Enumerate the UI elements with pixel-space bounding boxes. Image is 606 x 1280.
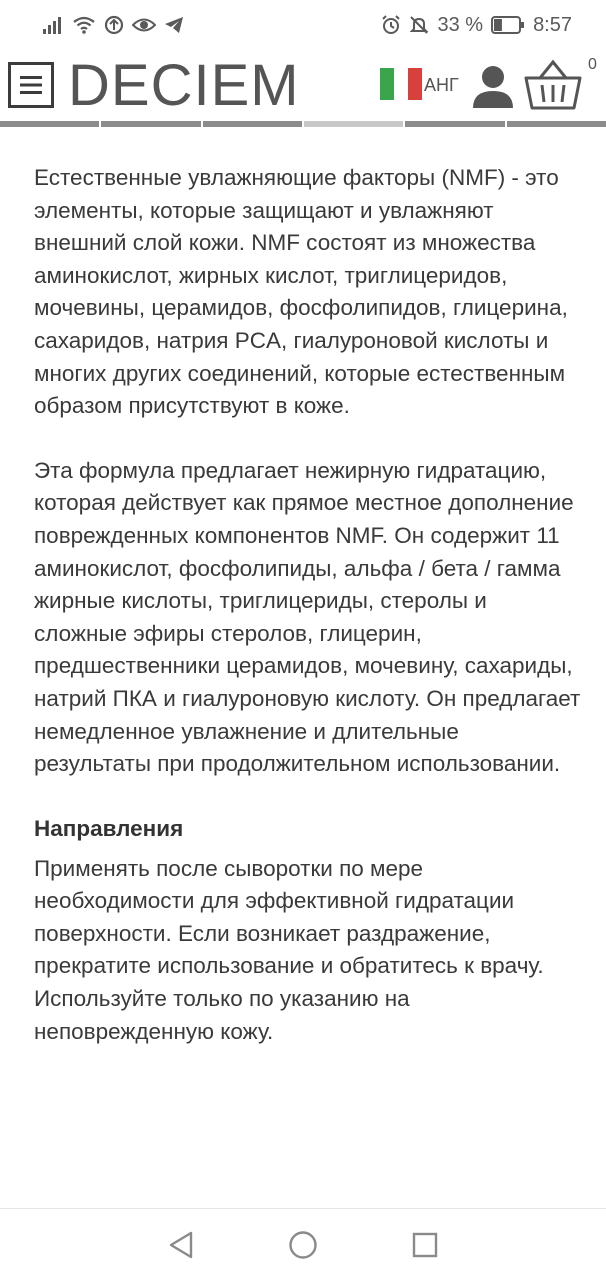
system-nav-bar bbox=[0, 1208, 606, 1280]
alarm-icon bbox=[381, 15, 401, 35]
telegram-icon bbox=[164, 16, 184, 34]
nav-segment[interactable] bbox=[405, 121, 506, 127]
recents-icon bbox=[411, 1231, 439, 1259]
nav-strip bbox=[0, 121, 606, 127]
user-icon bbox=[470, 64, 516, 108]
nav-segment[interactable] bbox=[507, 121, 606, 127]
status-left bbox=[42, 15, 184, 35]
mute-icon bbox=[409, 15, 429, 35]
account-button[interactable] bbox=[470, 64, 516, 108]
home-icon bbox=[288, 1230, 318, 1260]
recents-button[interactable] bbox=[405, 1225, 445, 1265]
nav-segment[interactable] bbox=[101, 121, 202, 127]
home-button[interactable] bbox=[283, 1225, 323, 1265]
brand-logo[interactable]: DECIEM bbox=[68, 53, 300, 118]
status-right bbox=[381, 14, 572, 37]
battery-icon bbox=[491, 16, 525, 34]
description-paragraph: Эта формула предлагает нежирную гидратацию, которая действует как прямое местное дополнение поврежденных компонентов NMF. Он содержит 11 аминокислот, фосфолипиды, альфа / бета / гамма жирные кислоты, триглицериды, стеролы и сложные эфиры стеролов, глицерин, предшественники церамидов, мочевину, сахариды, натрий ПКА и гиалуроновую кислоту. Он предлагает немедленное увлажнение и длительные результаты при продолжительном использовании. bbox=[34, 457, 581, 777]
eye-icon bbox=[132, 16, 156, 34]
menu-button[interactable] bbox=[8, 62, 54, 108]
wifi-icon bbox=[72, 16, 96, 34]
signal-icon bbox=[42, 16, 64, 34]
flag-stripe-green bbox=[380, 68, 394, 100]
basket-icon bbox=[522, 58, 584, 112]
product-description bbox=[34, 162, 582, 1080]
hamburger-icon bbox=[18, 73, 44, 97]
status-bar bbox=[0, 0, 606, 50]
back-icon bbox=[167, 1230, 195, 1260]
nav-segment[interactable] bbox=[304, 121, 405, 127]
description-paragraph: Естественные увлажняющие факторы (NMF) - это элементы, которые защищают и увлажняют внешний слой кожи. NMF состоят из множества аминокислот, жирных кислот, триглицеридов, мочевины, церамидов, фосфолипидов, глицерина, сахаридов, натрия PCA, гиалуроновой кислоты и многих других соединений, которые естественным образом присутствуют в коже. bbox=[34, 165, 568, 419]
clock: 8:57 bbox=[533, 13, 572, 36]
flag-stripe-red bbox=[408, 68, 422, 100]
nav-segment[interactable] bbox=[203, 121, 304, 127]
cart-count: 0 bbox=[588, 56, 597, 73]
back-button[interactable] bbox=[161, 1225, 201, 1265]
italy-flag-icon[interactable] bbox=[380, 68, 422, 100]
flag-stripe-white bbox=[394, 68, 408, 100]
data-saver-icon bbox=[104, 15, 124, 35]
directions-paragraph: Применять после сыворотки по мере необходимости для эффективной гидратации поверхности. Если возникает раздражение, прекратите использование и обратитесь к врачу. Используйте только по указанию на неповрежденную кожу. bbox=[34, 855, 544, 1044]
language-selector[interactable]: АНГ bbox=[424, 75, 459, 95]
site-header bbox=[0, 52, 606, 120]
cart-button[interactable] bbox=[522, 58, 584, 112]
nav-segment[interactable] bbox=[0, 121, 101, 127]
directions-heading: Направления bbox=[34, 815, 184, 841]
battery-percent: 33 % bbox=[437, 13, 484, 36]
